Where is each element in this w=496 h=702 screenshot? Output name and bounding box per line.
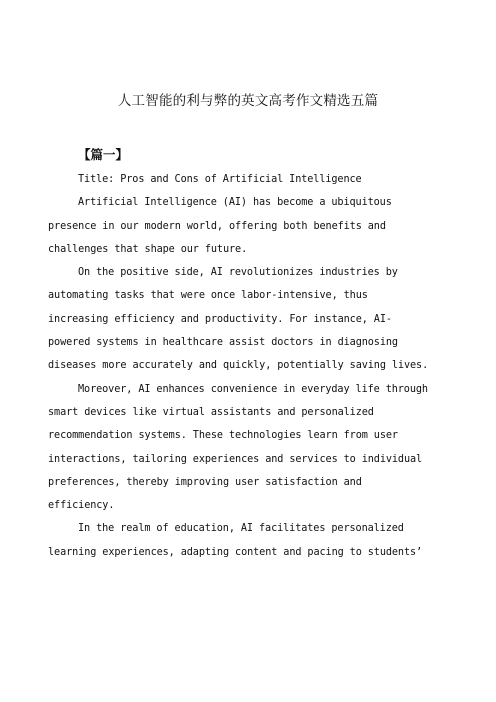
essay-title-line: Title: Pros and Cons of Artificial Intelligence: [78, 174, 362, 185]
paragraph-convenience: Moreover, AI enhances convenience in everyday life through smart devices like virtual assistants and personalized recommendation systems. These technologies learn from user interactions, tailoring experiences and services to individual preferences, thereby improving user satisfaction and efficiency.: [48, 383, 428, 512]
document-title: 人工智能的利与弊的英文高考作文精选五篇: [117, 93, 379, 109]
document-body: [48, 168, 460, 564]
paragraph-positive-side: On the positive side, AI revolutionizes industries by automating tasks that were once labor-intensive, thus increasing efficiency and productivity. For instance, AI- powered systems in healthcare assist doctors in diagnosing diseases more accurately and quickly, potentially saving lives.: [48, 267, 429, 372]
paragraph-intro: Artificial Intelligence (AI) has become a ubiquitous presence in our modern world, offering both benefits and challenges that shape our future.: [48, 197, 392, 255]
section-heading: 【篇一】: [78, 147, 129, 162]
paragraph-education: In the realm of education, AI facilitates personalized learning experiences, adapting content and pacing to students’: [48, 523, 423, 558]
